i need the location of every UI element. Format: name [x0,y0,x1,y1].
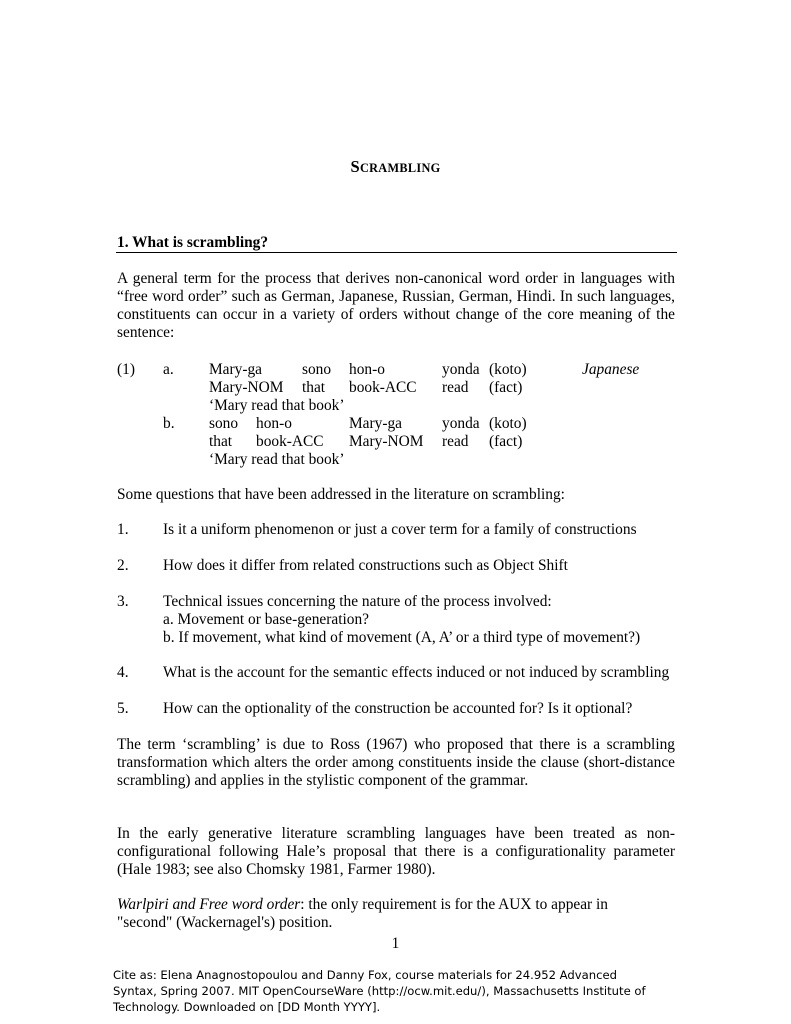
early-line: (Hale 1983; see also Chomsky 1981, Farmer 1980). [117,861,436,878]
page-number: 1 [391,935,400,952]
example-word: Mary-ga [349,415,402,432]
example-gloss: book-ACC [349,379,417,396]
example-word: hon-o [256,415,292,432]
ross-paragraph [117,736,675,790]
section-heading: 1. What is scrambling? [117,234,269,251]
example-translation: ‘Mary read that book’ [209,397,345,414]
intro-line: sentence: [117,324,175,341]
intro-line: A general term for the process that derives non-canonical word order in languages with [117,270,675,287]
footer-line: Technology. Downloaded on [DD Month YYYY]. [113,1000,381,1014]
example-word: yonda [442,415,480,432]
question-text: Is it a uniform phenomenon or just a cover term for a family of constructions [163,521,637,538]
example-gloss: book-ACC [256,433,324,450]
footer-line: Cite as: Elena Anagnostopoulou and Danny Fox, course materials for 24.952 Advanced [113,968,617,982]
intro-line: constituents can occur in a variety of orders without change of the core meaning of the [117,306,675,323]
example-translation: ‘Mary read that book’ [209,451,345,468]
question-number: 3. [117,593,129,610]
question-number: 5. [117,700,129,717]
title-initial: S [350,157,360,176]
example-number: (1) [117,361,135,378]
question-subitem: b. If movement, what kind of movement (A, A’ or a third type of movement?) [163,629,641,646]
ross-line: transformation which alters the order among constituents inside the clause (short-distance [117,754,675,771]
ross-line: scrambling) and applies in the stylistic component of the grammar. [117,772,529,789]
example-word: sono [302,361,332,378]
early-line: In the early generative literature scrambling languages have been treated as non- [117,825,675,842]
questions-intro: Some questions that have been addressed in the literature on scrambling: [117,486,565,503]
question-text: How can the optionality of the construction be accounted for? Is it optional? [163,700,633,717]
question-text: What is the account for the semantic effects induced or not induced by scrambling [163,664,670,681]
question-text: How does it differ from related constructions such as Object Shift [163,557,568,574]
example-gloss: Mary-NOM [349,433,424,450]
example-word: sono [209,415,239,432]
citation-footer [113,967,693,1015]
example-language: Japanese [582,361,640,378]
example-word: (koto) [489,361,527,378]
question-number: 4. [117,664,129,681]
example-word: yonda [442,361,480,378]
example-a-label: a. [163,361,174,378]
example-gloss: read [442,379,469,396]
example-gloss: (fact) [489,433,523,450]
example-gloss: that [209,433,233,450]
example-gloss: Mary-NOM [209,379,284,396]
warlpiri-rest: : the only requirement is for the AUX to appear in [300,896,608,913]
warlpiri-italic: Warlpiri and Free word order [117,896,301,913]
example-gloss: that [302,379,326,396]
warlpiri-line-2: "second" (Wackernagel's) position. [117,914,333,931]
warlpiri-line [117,896,608,914]
footer-line: Syntax, Spring 2007. MIT OpenCourseWare (http://ocw.mit.edu/), Massachusetts Institute of [113,984,646,998]
early-line: configurational following Hale’s proposal that there is a configurationality parameter [117,843,675,860]
ross-line: The term ‘scrambling’ is due to Ross (1967) who proposed that there is a scrambling [117,736,675,753]
example-b-label: b. [163,415,175,432]
title-smallcaps: CRAMBLING [359,161,441,175]
question-subitem: a. Movement or base-generation? [163,611,369,628]
question-number: 1. [117,521,129,538]
early-paragraph [117,825,675,879]
example-word: (koto) [489,415,527,432]
example-gloss: (fact) [489,379,523,396]
question-number: 2. [117,557,129,574]
example-word: hon-o [349,361,385,378]
question-text: Technical issues concerning the nature of the process involved: [163,593,552,610]
example-gloss: read [442,433,469,450]
intro-line: “free word order” such as German, Japanese, Russian, German, Hindi. In such languages, [117,288,675,305]
example-word: Mary-ga [209,361,262,378]
